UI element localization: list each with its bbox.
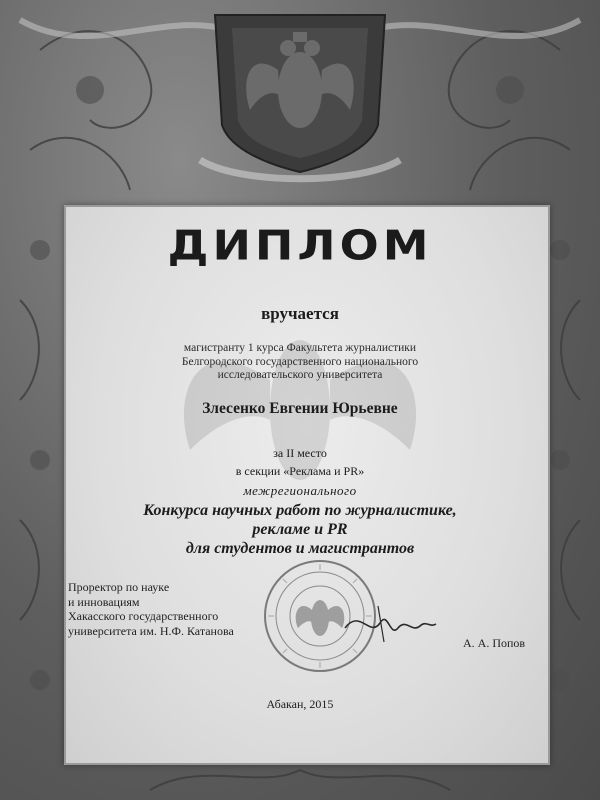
contest-name-line: для студентов и магистрантов bbox=[185, 540, 415, 557]
contest-name-line: рекламе и PR bbox=[252, 521, 348, 538]
signatory-title-line: Проректор по науке bbox=[68, 580, 170, 594]
place-date: Абакан, 2015 bbox=[266, 697, 334, 711]
place-award: за II место bbox=[273, 446, 327, 460]
recipient-description bbox=[0, 342, 600, 383]
signatory-title-line: университета им. Н.Ф. Катанова bbox=[68, 623, 234, 638]
signatory-title bbox=[68, 580, 234, 638]
contest-name bbox=[0, 501, 600, 558]
recipient-name: Злесенко Евгении Юрьевне bbox=[202, 400, 398, 417]
contest-name-line: Конкурса научных работ по журналистике, bbox=[143, 502, 457, 519]
recipient-description-line: Белгородского государственного национального bbox=[181, 355, 419, 368]
recipient-description-line: исследовательского университета bbox=[217, 369, 383, 381]
interregional-label: межрегионального bbox=[243, 483, 357, 498]
contest-section: в секции «Реклама и PR» bbox=[235, 464, 365, 478]
diploma-title: ДИПЛОМ bbox=[167, 220, 433, 270]
signatory-title-line: Хакасского государственного bbox=[68, 609, 219, 623]
recipient-description-line: магистранту 1 курса Факультета журналистики bbox=[183, 342, 417, 354]
awarded-label: вручается bbox=[261, 304, 339, 323]
signatory-title-line: и инновациям bbox=[68, 594, 140, 609]
signatory-name: А. А. Попов bbox=[463, 636, 526, 650]
signature bbox=[340, 598, 440, 648]
